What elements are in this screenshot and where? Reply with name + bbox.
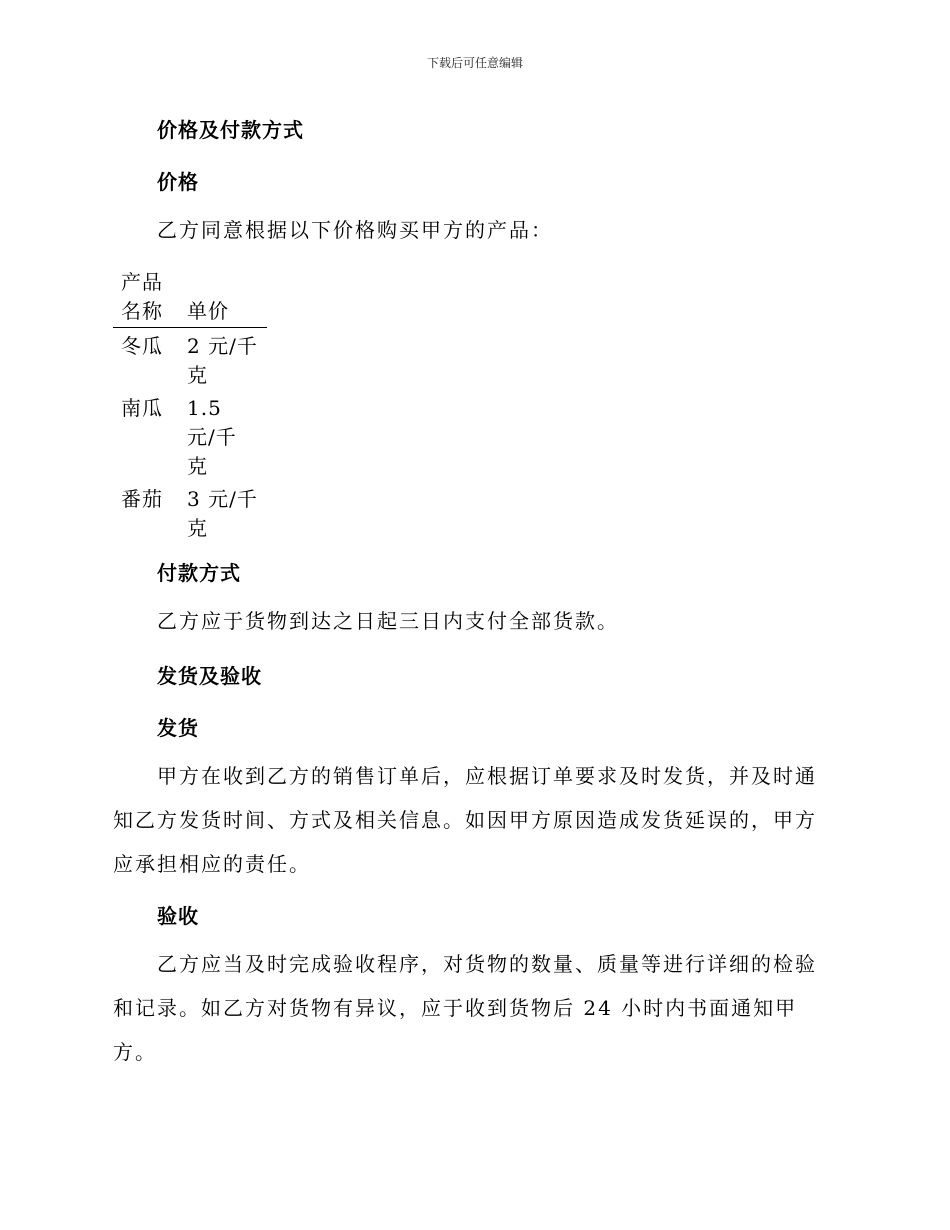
table-row xyxy=(113,328,267,391)
table-header-row xyxy=(113,268,267,328)
acceptance-paragraph: 乙方应当及时完成验收程序，对货物的数量、质量等进行详细的检验和记录。如乙方对货物有异议，应于收到货物后 24 小时内书面通知甲方。 xyxy=(113,952,817,1064)
table-row xyxy=(113,481,267,543)
table-cell-price: 2 元/千克 xyxy=(187,334,258,387)
table-cell-product: 冬瓜 xyxy=(121,334,163,358)
table-cell-price: 1.5 元/千克 xyxy=(187,396,237,478)
header-note: 下载后可任意编辑 xyxy=(426,56,523,70)
table-cell-price: 3 元/千克 xyxy=(187,487,258,540)
subsection-title-acceptance: 验收 xyxy=(157,904,199,928)
section-title-price-payment: 价格及付款方式 xyxy=(157,118,304,142)
table-cell-product: 番茄 xyxy=(121,487,163,511)
table-row xyxy=(113,390,267,481)
delivery-paragraph: 甲方在收到乙方的销售订单后，应根据订单要求及时发货，并及时通知乙方发货时间、方式及相关信息。如因甲方原因造成发货延误的，甲方应承担相应的责任。 xyxy=(113,764,817,876)
table-header-unit-price: 单价 xyxy=(187,299,229,323)
subsection-title-payment-method: 付款方式 xyxy=(157,561,241,585)
price-intro-paragraph: 乙方同意根据以下价格购买甲方的产品： xyxy=(157,218,553,242)
table-cell-product: 南瓜 xyxy=(121,396,163,420)
price-table xyxy=(113,268,267,543)
subsection-title-delivery: 发货 xyxy=(157,716,199,740)
subsection-title-price: 价格 xyxy=(157,170,199,194)
payment-method-paragraph: 乙方应于货物到达之日起三日内支付全部货款。 xyxy=(157,609,619,633)
section-title-delivery-acceptance: 发货及验收 xyxy=(157,664,262,688)
table-header-product-name: 产品名称 xyxy=(121,270,163,323)
